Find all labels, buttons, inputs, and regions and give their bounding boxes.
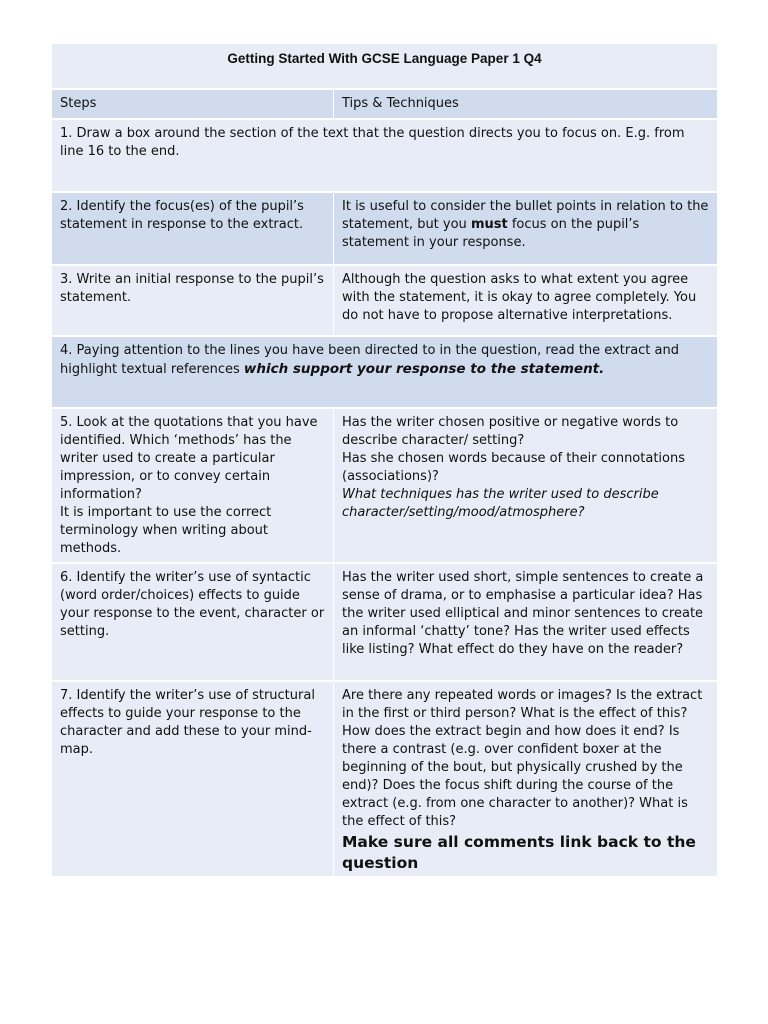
guide-table <box>52 44 717 876</box>
step-1-text: 1. Draw a box around the section of the text that the question directs you to focus on. E.g. from line 16 to the end. <box>52 120 717 191</box>
step-3-text: 3. Write an initial response to the pupil’s statement. <box>52 266 334 335</box>
document-title: Getting Started With GCSE Language Paper 1 Q4 <box>52 44 717 88</box>
header-tips: Tips & Techniques <box>334 90 717 118</box>
tip-7-para: Are there any repeated words or images? Is the extract in the first or third person? What is the effect of this? How does the extract begin and how does it end? Is there a contrast (e.g. over confident boxer at the beginning of the bout, but physically crushed by the end)? Does the focus shift during the course of the extract (e.g. from one character to another)? What is the effect of this? <box>342 688 703 829</box>
step-5-text <box>52 409 334 562</box>
tip-5-para-italic: What techniques has the writer used to describe character/setting/mood/atmosphere? <box>342 487 659 520</box>
header-row <box>52 90 717 120</box>
tip-2-text <box>334 193 717 264</box>
tip-2-emphasis: must <box>470 217 508 232</box>
tip-5-text <box>334 409 717 562</box>
step-5-para-b: It is important to use the correct terminology when writing about methods. <box>60 505 272 556</box>
table-row-5 <box>52 409 717 564</box>
table-row-7 <box>52 682 717 876</box>
step-4-part-a: 4. Paying attention to the lines you have been directed to in the question, read the extract and highlight textual references <box>60 343 679 377</box>
header-steps: Steps <box>52 90 334 118</box>
tip-3-text: Although the question asks to what extent you agree with the statement, it is okay to agree completely. You do not have to propose alternative interpretations. <box>334 266 717 335</box>
table-row-1 <box>52 120 717 193</box>
step-2-text: 2. Identify the focus(es) of the pupil’s statement in response to the extract. <box>52 193 334 264</box>
step-5-para-a: 5. Look at the quotations that you have identified. Which ‘methods’ has the writer used to create a particular impression, or to convey certain information? <box>60 415 318 502</box>
step-4-emphasis: which support your response to the statement. <box>243 361 605 377</box>
table-row-3 <box>52 266 717 337</box>
tip-2-part-a: It is useful to consider the bullet points in relation to the statement, but you <box>342 199 709 232</box>
table-row-6 <box>52 564 717 682</box>
step-6-text: 6. Identify the writer’s use of syntactic (word order/choices) effects to guide your response to the event, character or setting. <box>52 564 334 680</box>
tip-5-para-a: Has the writer chosen positive or negative words to describe character/ setting? <box>342 415 679 448</box>
tip-6-text: Has the writer used short, simple sentences to create a sense of drama, or to emphasise a particular idea? Has the writer used elliptical and minor sentences to create an informal ‘chatty’ tone? Has the writer used effects like listing? What effect do they have on the reader? <box>334 564 717 680</box>
tip-2-part-b: focus on the pupil’s statement in your response. <box>342 217 640 250</box>
tip-7-reminder: Make sure all comments link back to the question <box>342 833 696 872</box>
tip-5-para-b: Has she chosen words because of their connotations (associations)? <box>342 451 685 484</box>
step-4-text <box>52 337 717 407</box>
table-row-2 <box>52 193 717 266</box>
step-7-text: 7. Identify the writer’s use of structural effects to guide your response to the character and add these to your mind-map. <box>52 682 334 876</box>
title-row <box>52 44 717 90</box>
tip-7-text <box>334 682 717 876</box>
table-row-4 <box>52 337 717 409</box>
